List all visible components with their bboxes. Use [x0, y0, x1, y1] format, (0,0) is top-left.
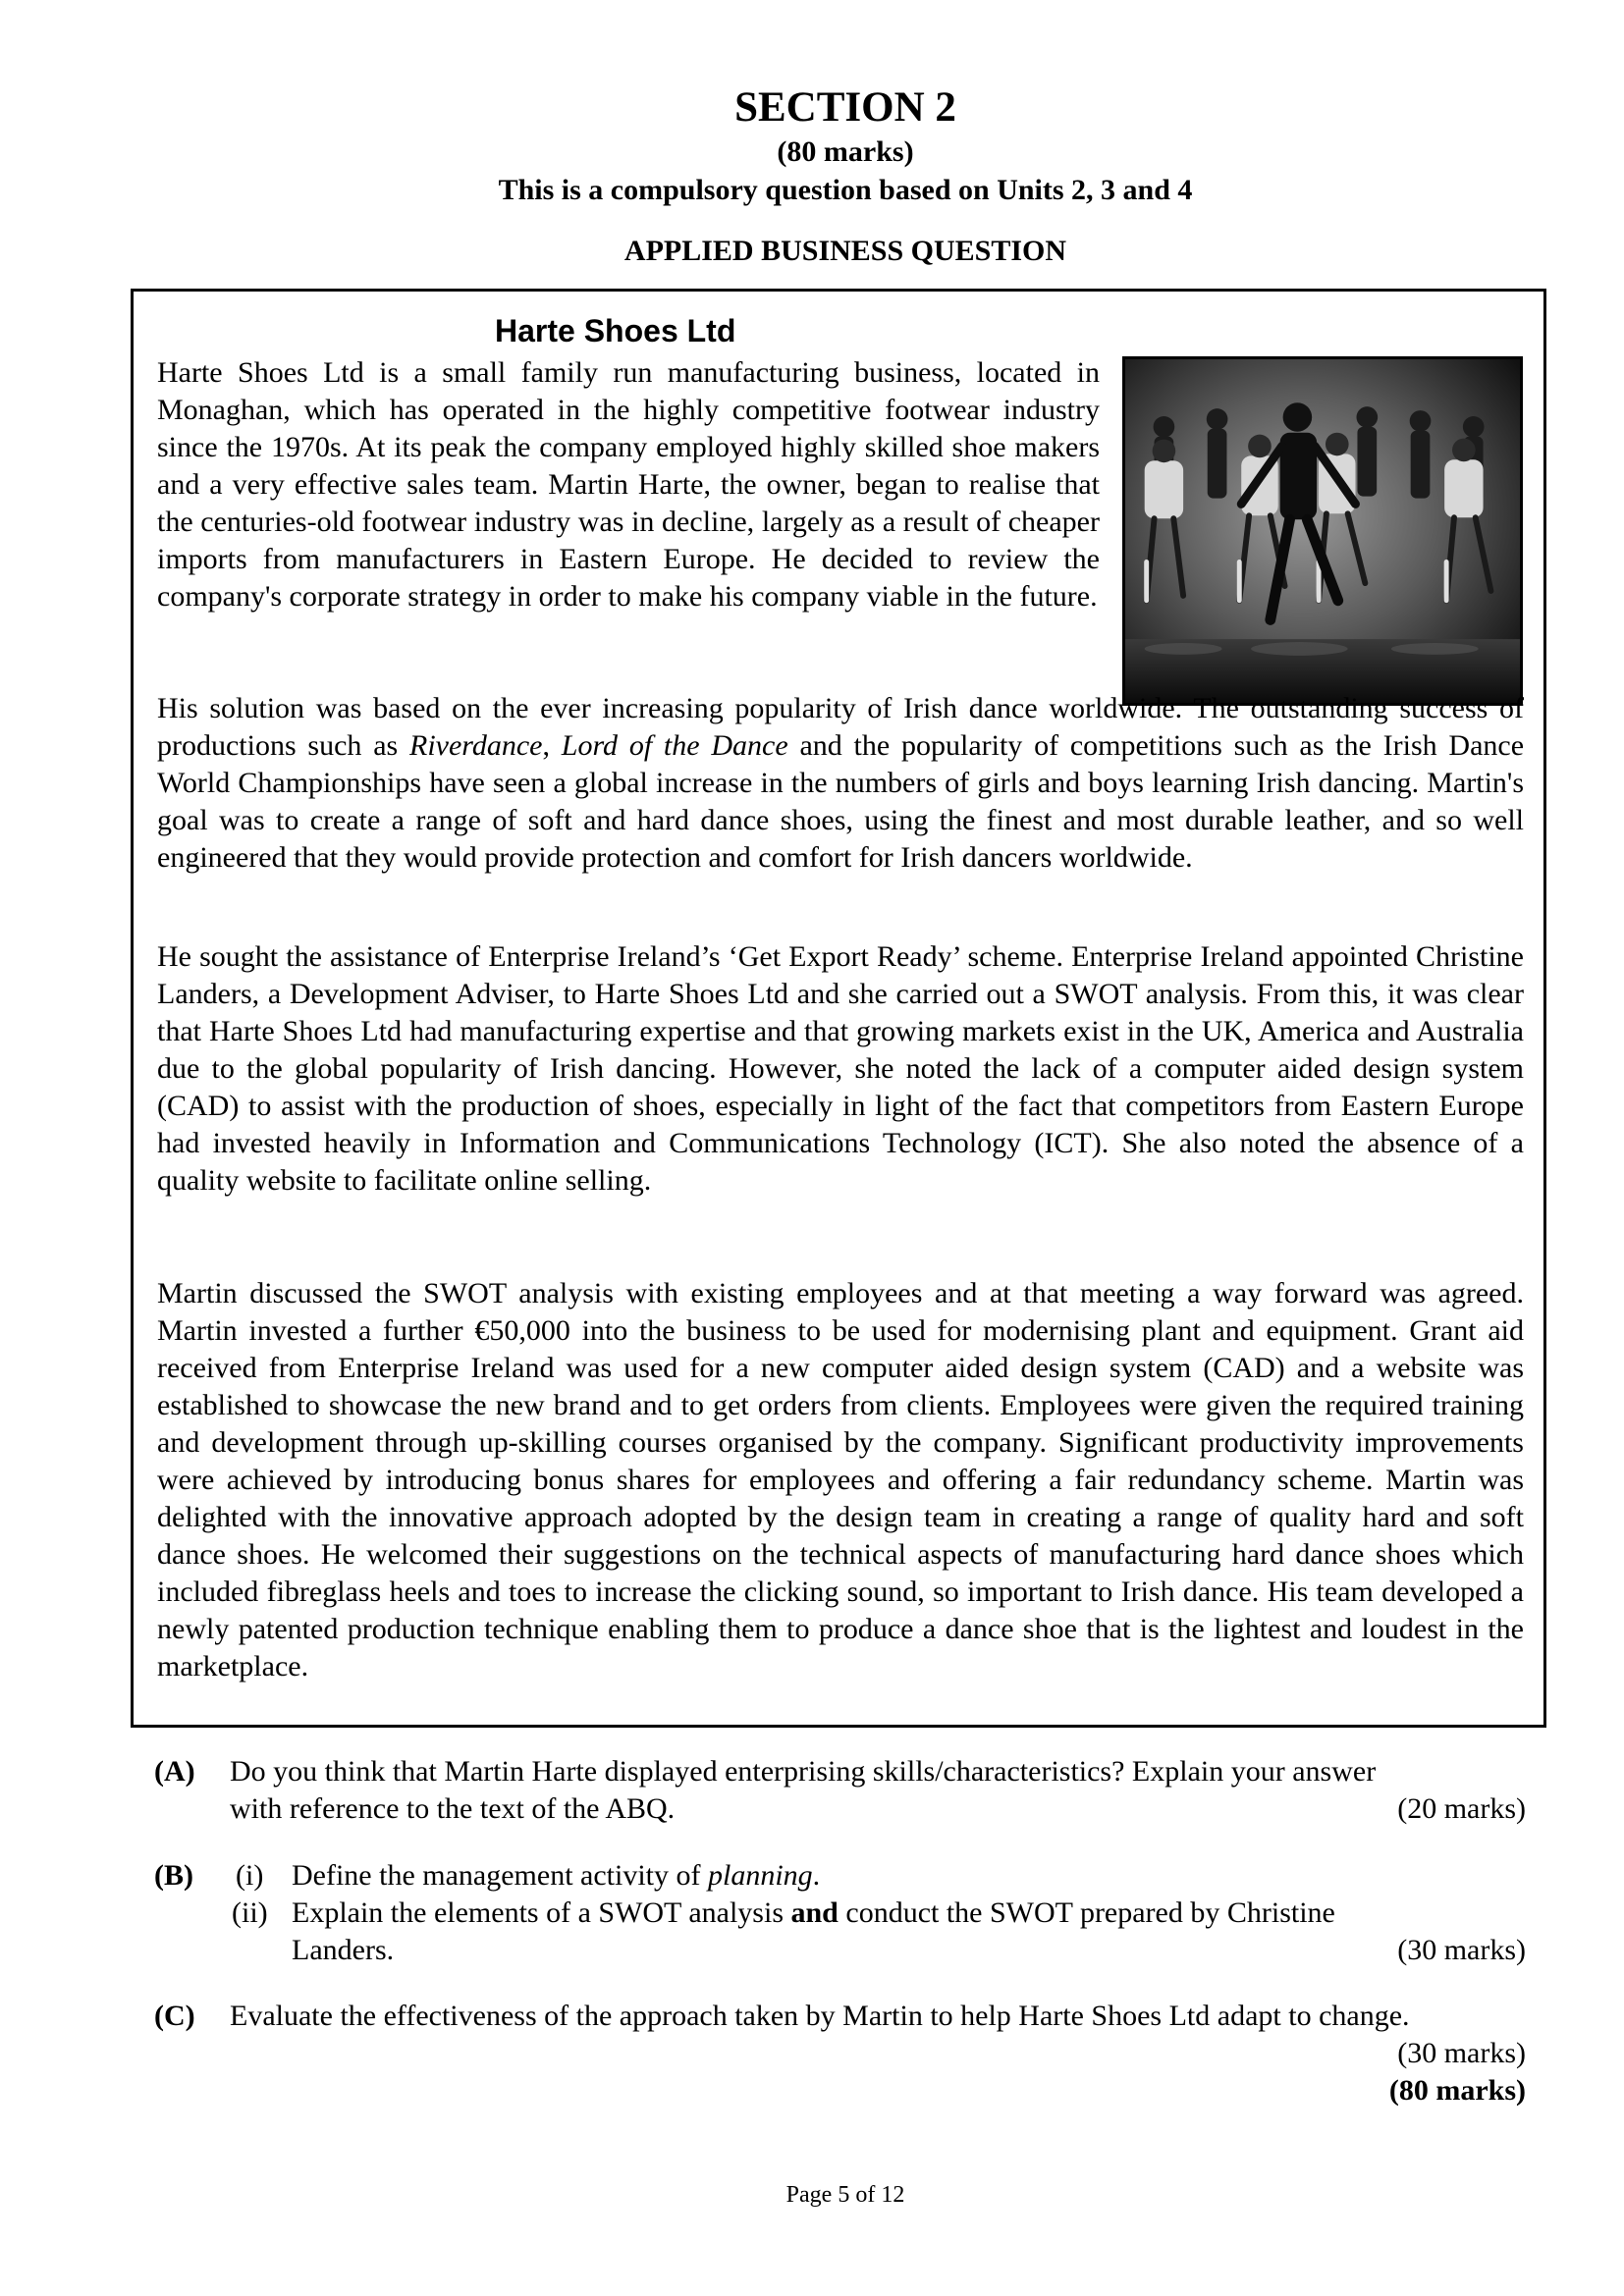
question-b-ii-bold: and [790, 1896, 839, 1929]
dancers-image [1125, 359, 1520, 703]
section-marks: (80 marks) [777, 135, 914, 168]
question-b-ii-line-2: Landers. [292, 1934, 395, 1966]
case-paragraph-3: He sought the assistance of Enterprise Ireland’s ‘Get Export Ready’ scheme. Enterprise Ireland appointed Christine Landers, a Development Adviser, to Harte Shoes Ltd and she carried out a SWOT analysis. From this, it was clear that Harte Shoes Ltd had manufacturing expertise and that growing markets exist in the UK, America and Australia due to the global popularity of Irish dancing. However, she noted the lack of a computer aided design system (CAD) to assist with the production of shoes, especially in light of the fact that competitors from Eastern Europe had invested heavily in Information and Communications Technology (ICT). She also noted the absence of a quality website to facilitate online selling. [157, 940, 1524, 1197]
question-a-line-1: Do you think that Martin Harte displayed enterprising skills/characteristics? Explain your answer [230, 1755, 1377, 1788]
question-b-ii-text-b: conduct the SWOT prepared by Christine [838, 1896, 1335, 1929]
question-b-i-text [292, 1857, 820, 1895]
question-b-i-text-main: Define the management activity of [292, 1859, 708, 1892]
question-a-line-2: with reference to the text of the ABQ. [230, 1792, 676, 1825]
case-paragraph-2-part-c: and the popularity of competitions such as the Irish Dance World Championships have seen a global increase in the numbers of girls and boys learning Irish dancing. Martin's goal was to create a range of soft and hard dance shoes, using the finest and most durable leather, and so well engineered that they would provide protection and comfort for Irish dancers worldwide. [157, 729, 1525, 874]
question-b-marks: (30 marks) [1397, 1934, 1526, 1966]
question-a-label: (A) [154, 1755, 195, 1788]
case-study-title: Harte Shoes Ltd [495, 313, 736, 348]
abq-heading: APPLIED BUSINESS QUESTION [623, 235, 1067, 267]
question-b-ii-text [292, 1895, 1335, 1932]
section-header [0, 82, 1624, 271]
section-title: SECTION 2 [734, 84, 956, 131]
total-marks: (80 marks) [1388, 2074, 1526, 2107]
page-number: Page 5 of 12 [785, 2182, 905, 2208]
question-c-label: (C) [154, 2000, 195, 2032]
case-paragraph-2-part-a: His solution was based on the ever increasing popularity of Irish dance worldwide. The outstanding success of productions such as [157, 692, 1524, 762]
question-b-i-label: (i) [236, 1859, 264, 1892]
irish-dancers-photo [1122, 356, 1523, 706]
case-paragraph-1: Harte Shoes Ltd is a small family run manufacturing business, located in Monaghan, which has operated in the highly competitive footwear industry since the 1970s. At its peak the company employed highly skilled shoe makers and a very effective sales team. Martin Harte, the owner, began to realise that the centuries-old footwear industry was in decline, largely as a result of cheaper imports from manufacturers in Eastern Europe. He decided to review the company's corporate strategy in order to make his company viable in the future. [157, 356, 1100, 613]
question-b-i-italic: planning [708, 1859, 813, 1892]
question-b-label: (B) [154, 1859, 193, 1892]
lord-of-the-dance-title: Lord of the Dance [561, 729, 788, 762]
question-a-marks: (20 marks) [1397, 1792, 1526, 1825]
question-b-ii-text-a: Explain the elements of a SWOT analysis [292, 1896, 791, 1929]
riverdance-title: Riverdance [409, 729, 543, 762]
case-paragraph-2-part-b: , [542, 729, 562, 762]
question-c-marks: (30 marks) [1397, 2037, 1526, 2069]
section-subtitle: This is a compulsory question based on Units 2, 3 and 4 [498, 174, 1193, 206]
case-paragraph-2 [157, 690, 1524, 877]
question-c-text: Evaluate the effectiveness of the approach taken by Martin to help Harte Shoes Ltd adapt to change. [230, 2000, 1410, 2032]
question-b-ii-label: (ii) [232, 1896, 268, 1929]
question-b-i-end: . [812, 1859, 821, 1892]
case-study-box [131, 289, 1546, 1728]
case-paragraph-4: Martin discussed the SWOT analysis with existing employees and at that meeting a way forward was agreed. Martin invested a further €50,000 into the business to be used for modernising plant and equipment. Grant aid received from Enterprise Ireland was used for a new computer aided design system (CAD) and a website was established to showcase the new brand and to get orders from clients. Employees were given the required training and development through up-skilling courses organised by the company. Significant productivity improvements were achieved by introducing bonus shares for employees and offering a fair redundancy scheme. Martin was delighted with the innovative approach adopted by the design team in creating a range of quality hard and soft dance shoes. He welcomed their suggestions on the technical aspects of manufacturing hard dance shoes which included fibreglass heels and toes to increase the clicking sound, so important to Irish dance. His team developed a newly patented production technique enabling them to produce a dance shoe that is the lightest and loudest in the marketplace. [157, 1277, 1524, 1682]
